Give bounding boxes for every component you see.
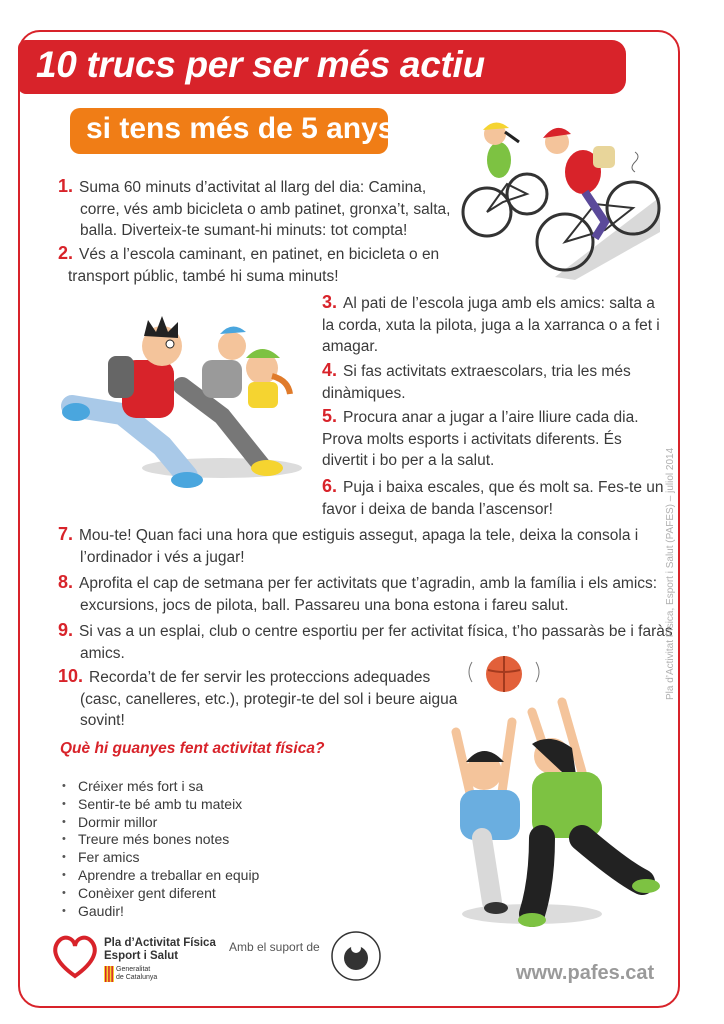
tip-line: Aprofita el cap de setmana per fer activitats que t’agradin, amb la família i els amics:: [79, 575, 658, 592]
tip-line: Prova molts esports i activitats diferents. És: [322, 430, 622, 448]
tip-line: divertit i bo per a la salut.: [322, 452, 495, 469]
benefits-heading: Què hi guanyes fent activitat física?: [60, 740, 325, 757]
tip-line: la corda, xuta la pilota, juga a la xarranca o a fet i: [322, 316, 660, 334]
page-title: 10 trucs per ser més actiu: [36, 44, 485, 85]
tip-line: excursions, jocs de pilota, ball. Passareu una bona estona i fareu salut.: [80, 596, 569, 614]
list-item: • Conèixer gent diferent: [60, 885, 259, 903]
benefits-list: [60, 778, 259, 920]
page-subtitle: si tens més de 5 anys: [86, 112, 395, 145]
tip-10: [58, 666, 457, 732]
tip-number: 7.: [58, 524, 74, 544]
tip-4: [322, 360, 631, 404]
pafes-logo-text: [104, 937, 216, 963]
tip-8: [58, 572, 657, 616]
tip-line: amagar.: [322, 338, 379, 355]
tip-number: 1.: [58, 176, 74, 196]
tip-line: Procura anar a jugar a l’aire lliure cada dia.: [343, 409, 639, 426]
tip-1: [58, 176, 450, 242]
tip-7: [58, 524, 638, 568]
tip-line: corre, vés amb bicicleta o amb patinet, gronxa’t, salta,: [80, 200, 451, 218]
tip-number: 6.: [322, 476, 338, 496]
generalitat-logo-icon: [104, 966, 114, 982]
list-item: • Dormir millor: [60, 814, 259, 832]
tip-6: [322, 476, 664, 520]
logo-line: Generalitat: [116, 966, 151, 973]
logo-line: de Catalunya: [116, 974, 158, 981]
tip-3: [322, 292, 660, 358]
tip-line: Recorda’t de fer servir les proteccions adequades: [89, 669, 431, 686]
list-item: • Treure més bones notes: [60, 831, 259, 849]
list-item: • Aprendre a treballar en equip: [60, 867, 259, 885]
tip-line: Si fas activitats extraescolars, tria les més: [343, 363, 631, 380]
support-text: Amb el suport de: [229, 940, 320, 954]
heart-logo-icon: [50, 932, 100, 980]
generalitat-text: [116, 966, 157, 982]
tip-line: Suma 60 minuts d’activitat al llarg del dia: Camina,: [79, 179, 427, 196]
tip-line: Mou-te! Quan faci una hora que estiguis assegut, apaga la tele, deixa la consola i: [79, 527, 639, 544]
tip-line: Puja i baixa escales, que és molt sa. Fes-te un: [343, 479, 664, 496]
website-url[interactable]: www.pafes.cat: [516, 962, 655, 984]
list-item: • Créixer més fort i sa: [60, 778, 259, 796]
tip-line: favor i deixa de banda l’ascensor!: [322, 500, 553, 518]
society-seal-icon: [330, 930, 382, 982]
tip-number: 9.: [58, 620, 74, 640]
tip-number: 8.: [58, 572, 74, 592]
tip-line: Al pati de l’escola juga amb els amics: salta a: [343, 295, 655, 312]
logo-line: Pla d’Activitat Física: [104, 937, 216, 949]
logo-line: Esport i Salut: [104, 950, 179, 962]
basketball-kids-illustration: [432, 652, 662, 942]
side-credit-text: Pla d’Activitat Física, Esport i Salut (PAFES) – juliol 2014: [665, 447, 676, 700]
tip-line: transport públic, també hi suma minuts!: [68, 267, 339, 285]
tip-line: Si vas a un esplai, club o centre esportiu per fer activitat física, t’ho passaràs be i faràs: [79, 623, 673, 640]
tip-line: Vés a l’escola caminant, en patinet, en bicicleta o en: [79, 246, 440, 263]
tip-line: sovint!: [80, 712, 125, 729]
tip-number: 4.: [322, 360, 338, 380]
tip-line: amics.: [80, 644, 125, 662]
list-item: • Gaudir!: [60, 903, 259, 921]
tip-5: [322, 406, 639, 472]
running-kids-illustration: [52, 316, 310, 494]
tip-2: [58, 243, 439, 287]
tip-number: 5.: [322, 406, 338, 426]
tip-line: l’ordinador i vés a jugar!: [80, 548, 245, 566]
tip-number: 3.: [322, 292, 338, 312]
list-item: • Sentir-te bé amb tu mateix: [60, 796, 259, 814]
cyclists-illustration: [455, 112, 665, 282]
tip-line: balla. Diverteix-te sumant-hi minuts: tot compta!: [80, 222, 408, 239]
tip-line: (casc, canelleres, etc.), protegir-te del sol i beure aigua: [80, 690, 458, 708]
tip-number: 10.: [58, 666, 84, 686]
tip-number: 2.: [58, 243, 74, 263]
list-item: • Fer amics: [60, 849, 259, 867]
tip-line: dinàmiques.: [322, 384, 406, 402]
